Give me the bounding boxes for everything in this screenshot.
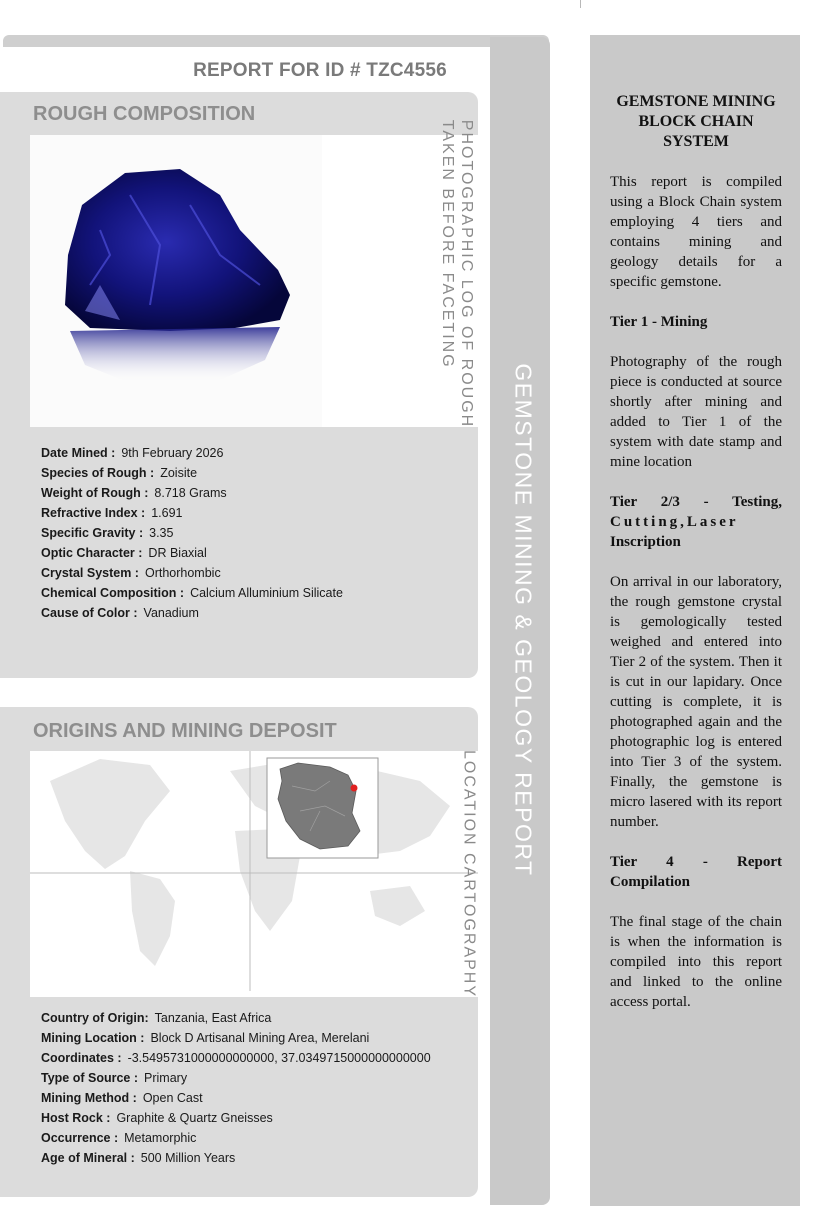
top-tick-mark bbox=[580, 0, 581, 8]
sidebar-intro: This report is compiled using a Block Chain system employing 4 tiers and contains mining and geology details for a specific gemstone. bbox=[610, 174, 782, 290]
tier23-text: On arrival in our laboratory, the rough gemstone crystal is gemologically tested weighed and entered into Tier 2 of the system. Then it is cut in our lapidary. Once cutting is complete, it is photographed again and the photographic log is entered into Tier 3 of the system. Finally, the gemstone is micro lasered with its report number. bbox=[610, 574, 782, 830]
origin-details-list bbox=[41, 1008, 431, 1168]
detail-cause-of-color: Cause of Color : Vanadium bbox=[41, 606, 199, 620]
mine-location-marker bbox=[351, 785, 358, 792]
detail-occurrence: Occurrence : Metamorphic bbox=[41, 1131, 197, 1145]
rough-details-list bbox=[41, 443, 343, 623]
detail-date-mined: Date Mined : 9th February 2026 bbox=[41, 446, 224, 460]
detail-refractive-index: Refractive Index : 1.691 bbox=[41, 506, 183, 520]
tier23-heading: Tier 2/3 - Testing, Cutting,Laser Inscription bbox=[610, 494, 782, 550]
detail-specific-gravity: Specific Gravity : 3.35 bbox=[41, 526, 174, 540]
rough-gemstone-photo bbox=[30, 135, 322, 427]
world-map-image bbox=[30, 751, 478, 997]
rough-composition-panel bbox=[0, 92, 478, 678]
vertical-banner-title: GEMSTONE MINING & GEOLOGY REPORT bbox=[510, 363, 537, 877]
rough-composition-heading: ROUGH COMPOSITION bbox=[33, 103, 256, 125]
photo-log-label: PHOTOGRAPHIC LOG OF ROUGH TAKEN BEFORE FACETING bbox=[439, 119, 475, 429]
detail-weight: Weight of Rough : 8.718 Grams bbox=[41, 486, 227, 500]
gemstone-image bbox=[30, 135, 322, 427]
detail-age-of-mineral: Age of Mineral : 500 Million Years bbox=[41, 1151, 236, 1165]
report-id-title: REPORT FOR ID # TZC4556 bbox=[193, 60, 447, 81]
detail-coordinates: Coordinates : -3.5495731000000000000, 37.0349715000000000000 bbox=[41, 1051, 431, 1065]
tier1-text: Photography of the rough piece is conducted at source shortly after mining and added to Tier 1 of the system with date stamp and mine location bbox=[610, 354, 782, 470]
top-rule bbox=[3, 35, 549, 47]
detail-crystal-system: Crystal System : Orthorhombic bbox=[41, 566, 221, 580]
detail-optic-character: Optic Character : DR Biaxial bbox=[41, 546, 207, 560]
location-cartography-label: LOCATION CARTOGRAPHY bbox=[460, 749, 478, 999]
blockchain-sidebar bbox=[590, 35, 800, 1206]
location-map bbox=[30, 751, 478, 997]
detail-species: Species of Rough : Zoisite bbox=[41, 466, 198, 480]
tier4-heading: Tier 4 - Report Compilation bbox=[610, 854, 782, 890]
detail-host-rock: Host Rock : Graphite & Quartz Gneisses bbox=[41, 1111, 273, 1125]
detail-chemical-composition: Chemical Composition : Calcium Alluminium Silicate bbox=[41, 586, 343, 600]
detail-country: Country of Origin: Tanzania, East Africa bbox=[41, 1011, 272, 1025]
detail-mining-location: Mining Location : Block D Artisanal Mining Area, Merelani bbox=[41, 1031, 370, 1045]
detail-mining-method: Mining Method : Open Cast bbox=[41, 1091, 203, 1105]
sidebar-title: GEMSTONE MINING BLOCK CHAIN SYSTEM bbox=[616, 93, 776, 150]
tier1-heading: Tier 1 - Mining bbox=[610, 314, 708, 330]
origins-panel bbox=[0, 707, 478, 1197]
tier4-text: The final stage of the chain is when the information is compiled into this report and linked to the online access portal. bbox=[610, 914, 782, 1010]
origins-heading: ORIGINS AND MINING DEPOSIT bbox=[33, 720, 337, 742]
detail-type-of-source: Type of Source : Primary bbox=[41, 1071, 188, 1085]
